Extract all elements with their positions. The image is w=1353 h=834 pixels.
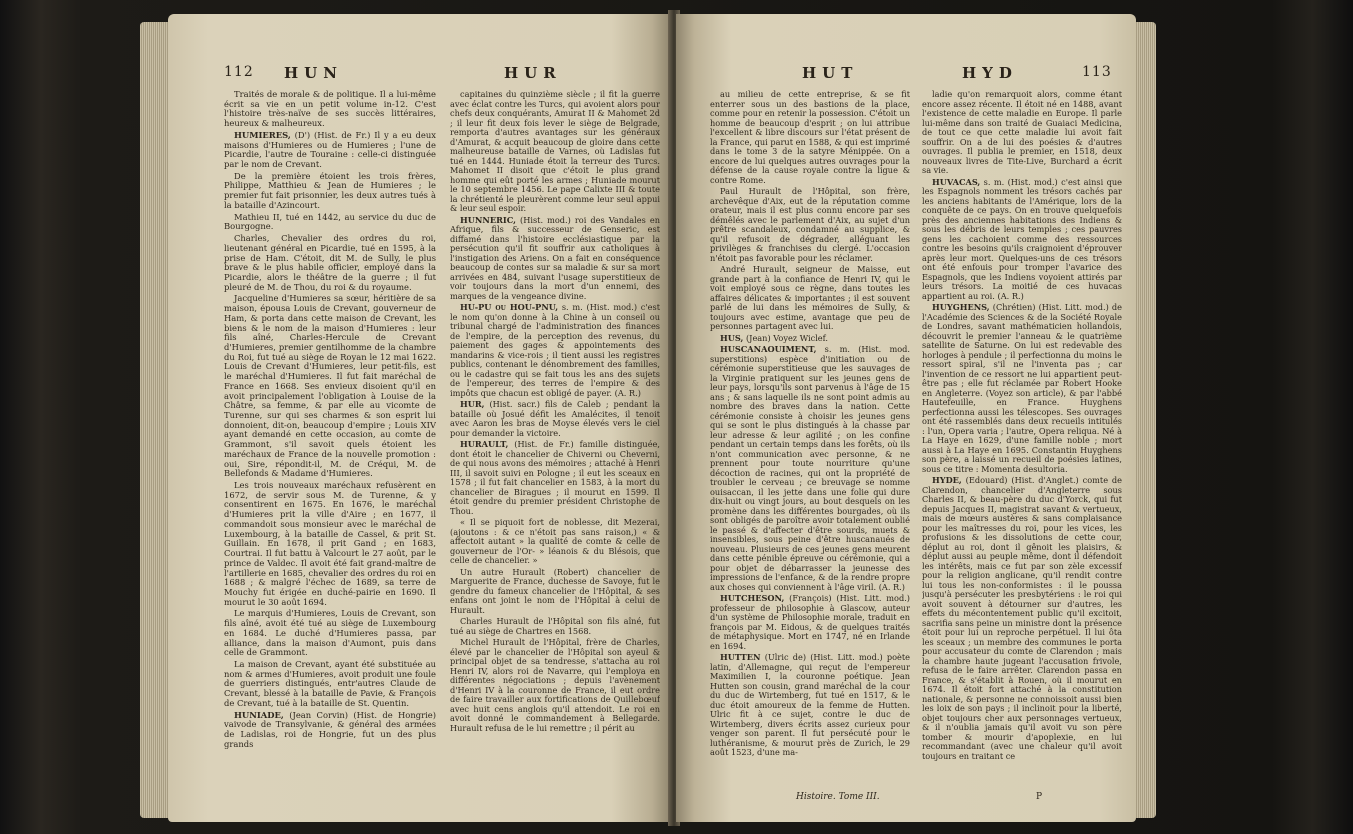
page-number: 112 [224, 64, 254, 80]
entry-headword: HU-PU ou HOU-PNU, [460, 302, 559, 312]
paragraph-text: Charles Hurault de l'Hôpital son fils aîné, fut tué au siège de Chartres en 1568. [450, 616, 660, 636]
paragraph [922, 476, 1122, 761]
paragraph [450, 518, 660, 566]
paragraph [710, 265, 910, 332]
paragraph [710, 594, 910, 651]
paragraph [224, 234, 436, 292]
volume-footer: Histoire. Tome III. [796, 792, 880, 802]
paragraph-text: s. m. (Hist. mod. superstitions) espèce d'initiation ou de cérémonie superstitieuse que les sauvages de la Virginie pratiquent sur les jeunes gens de leur pays, lorsqu'ils sont parvenus à l'âge de 15 ans ; & sans laquelle ils ne sont point admis au nombre des braves dans la nation. Cette cérémonie consiste à choisir les jeunes gens qui se sont le plus distingués à la chasse par leur adresse & leur agilité ; on les confine pendant un certain temps dans les forêts, où ils n'ont communication avec personne, & ne prennent pour toute nourriture qu'une décoction de racines, qui ont la propriété de troubler le cerveau ; ce breuvage se nomme ouisaccan, il les jette dans une folie qui dure dix-huit ou vingt jours, au bout desquels on les promène dans les différentes bourgades, où ils sont obligés de paroître avoir totalement oublié le passé & d'affecter d'être sourds, muets & insensibles, sous peine d'être huscanaués de nouveau. Plusieurs de ces jeunes gens meurent dans cette pénible épreuve ou cérémonie, qui a pour objet de débarrasser la jeunesse des impressions de l'enfance, & de la rendre propre aux choses qui conviennent à l'âge viril. (A. R.) [710, 344, 910, 592]
running-head-right: HUR [504, 64, 562, 82]
paragraph [450, 303, 660, 398]
entry-headword: HUNIADE, [234, 709, 284, 720]
running-head-left: HUN [284, 64, 343, 82]
entry-headword: HUSCANAOUIMENT, [720, 344, 817, 354]
paragraph [710, 345, 910, 592]
paragraph-text: (Ulric de) (Hist. Litt. mod.) poète latin, d'Allemagne, qui reçut de l'empereur Maximilien I, la couronne poétique. Jean Hutten son cousin, grand maréchal de la cour du duc de Wirtemberg, fut tué en 1517, & le duc étoit amoureux de la femme de Hutten. Ulric fit à ce sujet, contre le duc de Wirtemberg, divers écrits assez curieux pour venger son parent. Il fut persécuté pour le luthéranisme, & mourut près de Zurich, le 29 août 1523, d'une ma- [710, 652, 910, 757]
paragraph [450, 90, 660, 214]
right-page-column-2 [922, 90, 1122, 763]
paragraph-text: Charles, Chevalier des ordres du roi, lieutenant général en Picardie, tué en 1595, à la prise de Ham. C'étoit, dit M. de Sully, le plus brave & le plus habile officier, employé dans la Picardie, alors le théâtre de la guerre ; il fut pleuré de M. de Thou, du roi & du royaume. [224, 233, 436, 292]
right-page-column-1 [710, 90, 910, 760]
paragraph-text: (François) (Hist. Litt. mod.) professeur de philosophie à Glascow, auteur d'un système de Philosophie morale, traduit en françois par M. Eidous, & de quelques traités de métaphysique. Mort en 1747, né en Irlande en 1694. [710, 593, 910, 651]
paragraph-text: Le marquis d'Humieres, Louis de Crevant, son fils aîné, avoit été tué au siège de Luxembourg en 1684. Le duché d'Humieres passa, par alliance, dans la maison d'Aumont, puis dans celle de Grammont. [224, 608, 436, 658]
paragraph [710, 187, 910, 263]
entry-headword: HUTCHESON, [720, 593, 785, 603]
paragraph-text: André Hurault, seigneur de Maisse, eut grande part à la confiance de Henri IV, qui le voit employé sous ce règne, dans toutes les affaires délicates & importantes ; il est souvent parlé de lui dans les mémoires de Sully, & toujours avec estime, avantage que peu de personnes partagent avec lui. [710, 264, 910, 331]
paragraph-text: (Jean Corvin) (Hist. de Hongrie) vaivode de Transylvanie, & général des armées de Ladislas, roi de Hongrie, fut un des plus grands [224, 709, 436, 749]
paragraph [450, 638, 660, 733]
entry-headword: HUTTEN [720, 652, 761, 662]
left-page-header [224, 64, 644, 86]
paragraph-text: « Il se piquoit fort de noblesse, dit Mezerai, (ajoutons : & ce n'étoit pas sans raison,) « & affectoit autant » la qualité de comte & celle de gouverneur de l'Or- » léanois & du Blésois, que celle de chancelier. » [450, 517, 660, 565]
paragraph [450, 216, 660, 302]
right-page-header [712, 64, 1112, 86]
paragraph [224, 294, 436, 479]
paragraph [710, 334, 910, 344]
paragraph [450, 400, 660, 438]
left-page-column-2 [450, 90, 660, 735]
paragraph [224, 213, 436, 232]
paragraph-text: (Hist. sacr.) fils de Caleb ; pendant la bataille où Josué défit les Amalécites, il tenoit avec Aaron les bras de Moyse élevés vers le ciel pour demander la victoire. [450, 399, 660, 438]
paragraph-text: Jacqueline d'Humieres sa sœur, héritière de sa maison, épousa Louis de Crevant, gouverneur de Ham, & porta dans cette maison de Crevant, les biens & le nom de la maison d'Humieres : leur fils aîné, Charles-Hercule de Crevant d'Humieres, premier gentilhomme de la chambre du Roi, fut tué au siège de Royan le 12 mai 1622. Louis de Crevant d'Humieres, leur petit-fils, est le maréchal d'Humieres. Il fut fait maréchal de France en 1668. Ses envieux disoient qu'il en avoit principalement l'obligation à Louise de la Châtre, sa femme, & par elle au vicomte de Turenne, sur qui ses charmes & son esprit lui donnoient, dit-on, beaucoup d'empire ; Louis XIV ayant demandé en cette occasion, au comte de Grammont, s'il savoit quels étoient les maréchaux de France de la nouvelle promotion : oui, Sire, répondit-il, M. de Créqui, M. de Bellefonds & Madame d'Humieres. [224, 293, 436, 479]
entry-headword: HUR, [460, 399, 485, 409]
paragraph-text: au milieu de cette entreprise, & se fit enterrer sous un des bastions de la place, comme pour en retenir la possession. C'étoit un homme de beaucoup d'esprit ; on lui attribue l'excellent & libre discours sur l'état présent de la France, qui parut en 1588, & qui est imprimé dans le tome 3 de la satyre Ménippée. On a encore de lui quelques autres ouvrages pour la défense de la cause royale contre la ligue & contre Rome. [710, 90, 910, 185]
paragraph [224, 609, 436, 658]
paragraph-text: Les trois nouveaux maréchaux refusèrent en 1672, de servir sous M. de Turenne, & y consentirent en 1675. En 1676, le maréchal d'Humieres prit la ville d'Aire ; en 1677, il commandoit sous monsieur avec le maréchal de Luxembourg, à la bataille de Cassel, & prit St. Guillain. En 1678, il prit Gand ; en 1683, Courtrai. Il fut battu à Valcourt le 27 août, par le prince de Valdec. Il avoit été fait grand-maître de l'artillerie en 1685, chevalier des ordres du roi en 1688 ; & malgré l'échec de 1689, sa terre de Mouchy fut érigée en duché-pairie en 1690. Il mourut le 30 août 1694. [224, 480, 436, 607]
signature-mark: P [1036, 792, 1043, 802]
paragraph-text: capitaines du quinzième siècle ; il fit la guerre avec éclat contre les Turcs, qui avoient alors pour chefs deux conquérants, Amurat II & Mahomet 2d ; il leur fit deux fois lever le siège de Belgrade, remporta d'autres avantages sur les généraux d'Amurat, & acquit beaucoup de gloire dans cette malheureuse bataille de Varnes, où Ladislas fut tué en 1444. Huniade étoit la terreur des Turcs. Mahomet II disoit que c'étoit le plus grand homme qui eût porté les armes ; Huniade mourut le 10 septembre 1456. Le pape Calixte III & toute la chrétienté le pleurèrent comme leur seul appui & leur seul espoir. [450, 90, 660, 213]
entry-headword: HUMIERES, [234, 129, 291, 140]
running-head-right: HYD [962, 64, 1018, 82]
page-edges-left [140, 22, 170, 818]
paragraph-text: (Hist. mod.) roi des Vandales en Afrique, fils & successeur de Genseric, est diffamé dans l'histoire ecclésiastique par la persécution qu'il fit souffrir aux catholiques à l'instigation des Ariens. On a fait en conséquence beaucoup de contes sur sa maladie & sur sa mort arrivées en 484, suivant l'usage superstitieux de voir toujours dans la mort d'un ennemi, des marques de la vengeance divine. [450, 214, 660, 301]
entry-headword: HYDE, [932, 475, 962, 485]
entry-headword: HUYGHENS, [932, 302, 990, 312]
paragraph-text: De la première étoient les trois frères, Philippe, Matthieu & Jean de Humieres ; le premier fut fait prisonnier, les deux autres tués à la bataille d'Azincourt. [224, 170, 436, 210]
paragraph-text: Traités de morale & de politique. Il a lui-même écrit sa vie en un petit volume in-12. C'est l'histoire très-naïve de ses succès littéraires, heureux & malheureux. [224, 90, 436, 129]
paragraph [224, 131, 436, 170]
paragraph-text: (Chrétien) (Hist. Litt. mod.) de l'Académie des Sciences & de la Société Royale de Londres, savant mathématicien hollandois, découvrit le premier l'anneau & le quatrième satellite de Saturne. On lui est redevable des horloges à pendule ; il perfectionna du moins le ressort spiral, s'il ne l'inventa pas ; car l'invention de ce ressort ne lui appartient peut-être pas ; elle fut réclamée par Robert Hooke en Angleterre. (Voyez son article), & par l'abbé Hautefeuille, en France. Huyghens perfectionna aussi les télescopes. Ses ouvrages ont été rassemblés dans deux recueils intitulés : l'un, Opera varia ; l'autre, Opera reliqua. Né à La Haye en 1629, d'une famille noble ; mort aussi à La Haye en 1695. Constantin Huyghens son père, a laissé un recueil de poésies latines, sous ce titre : Momenta desultoria. [922, 302, 1122, 474]
paragraph [922, 178, 1122, 302]
paragraph [224, 90, 436, 129]
page-edges-right [1134, 22, 1156, 818]
paragraph [710, 90, 910, 185]
paragraph-text: (Hist. de Fr.) famille distinguée, dont étoit le chancelier de Chiverni ou Cheverni, de qui nous avons des mémoires ; attaché à Henri III, il savoit suivi en Pologne ; il eut les sceaux en 1578 ; il fut fait chancelier en 1583, à la mort du chancelier de Biragues ; il mourut en 1599. Il étoit gendre du premier président Christophe de Thou. [450, 439, 660, 516]
paragraph [922, 90, 1122, 176]
left-page [168, 14, 672, 822]
left-page-column-1 [224, 90, 436, 751]
paragraph-text: ladie qu'on remarquoit alors, comme étant encore assez récente. Il étoit né en 1488, avant l'existence de cette maladie en Europe. Il parle lui-même dans son traité de Guaiaci Medicina, de tout ce que cette maladie lui avoit fait souffrir. On a de lui des poésies & d'autres ouvrages. Il publia le premier, en 1518, deux nouveaux livres de Tite-Live, Burchard a écrit sa vie. [922, 90, 1122, 175]
paragraph [224, 481, 436, 607]
paragraph-text: Paul Hurault de l'Hôpital, son frère, archevêque d'Aix, eut de la réputation comme orateur, mais il est plus connu encore par ses démêlés avec le parlement d'Aix, au sujet d'un prêtre scandaleux, condamné au supplice, & qu'il refusoit de dégrader, alléguant les privilèges & franchises du clergé. L'occasion n'étoit pas favorable pour les réclamer. [710, 186, 910, 263]
paragraph [710, 653, 910, 758]
paragraph [450, 568, 660, 616]
paragraph-text: La maison de Crevant, ayant été substituée au nom & armes d'Humieres, avoit produit une foule de guerriers distingués, entr'autres Claude de Crevant, blessé à la bataille de Pavie, & François de Crevant, tué à la bataille de St. Quentin. [224, 658, 436, 708]
entry-headword: HURAULT, [460, 439, 509, 449]
paragraph-text: (D') (Hist. de Fr.) Il y a eu deux maisons d'Humieres ou de Humieres ; l'une de Picardie, l'autre de Touraine : celle-ci distinguée par le nom de Crevant. [224, 129, 436, 170]
paragraph [224, 660, 436, 709]
paragraph-text: s. m. (Hist. mod.) c'est ainsi que les Espagnols nomment les trésors cachés par les anciens habitants de l'Amérique, lors de la conquête de ce pays. On en trouve quelquefois près des anciennes habitations des Indiens & sous les débris de leurs temples ; ces pauvres gens les cachoient comme des ressources contre les besoins qu'ils craignoient d'éprouver après leur mort. Quelques-uns de ces trésors ont été enfouis pour tromper l'avarice des Espagnols, que les Indiens voyoient attirés par leurs trésors. La moitié de ces huvacas appartient au roi. (A. R.) [922, 176, 1122, 301]
running-head-left: HUT [802, 64, 859, 82]
paragraph [922, 303, 1122, 474]
paragraph-text: Michel Hurault de l'Hôpital, frère de Charles, élevé par le chancelier de l'Hôpital son ayeul & principal objet de sa tendresse, s'attacha au roi Henri IV, alors roi de Navarre, qui l'employa en différentes négociations ; depuis l'avènement d'Henri IV à la couronne de France, il eut ordre de faire travailler aux fortifications de Quillebœuf avec huit cens anglois qu'il attendoit. Le roi en avoit donné le commandement à Bellegarde. Hurault refusa de le lui remettre ; il périt au [450, 637, 660, 733]
paragraph [450, 440, 660, 516]
paragraph [224, 711, 436, 750]
paragraph-text: s. m. (Hist. mod.) c'est le nom qu'on donne à la Chine à un conseil ou tribunal chargé de l'administration des finances de l'empire, de la perception des revenus, du paiement des gages & appointements des mandarins & vice-rois ; il tient aussi les registres publics, contenant le dénombrement des familles, ou le cadastre qui se fait tous les ans des sujets de l'empereur, des terres de l'empire & des impôts que chacun est obligé de payer. (A. R.) [450, 302, 660, 398]
entry-headword: HUNNERIC, [460, 214, 516, 225]
right-page [676, 14, 1136, 822]
paragraph [450, 617, 660, 636]
paragraph-text: Un autre Hurault (Robert) chancelier de Marguerite de France, duchesse de Savoye, fut le gendre du fameux chancelier de l'Hôpital, & ses enfans ont joint le nom de l'Hôpital à celui de Hurault. [450, 566, 660, 615]
paragraph-text: Mathieu II, tué en 1442, au service du duc de Bourgogne. [224, 211, 436, 232]
entry-headword: HUVACAS, [932, 176, 981, 187]
paragraph-text: (Edouard) (Hist. d'Anglet.) comte de Clarendon, chancelier d'Angleterre sous Charles II, & beau-père du duc d'Yorck, qui fut depuis Jacques II, magistrat savant & vertueux, mais de mœurs austères & sans complaisance pour les maîtresses du roi, pour les vices, les profusions & les dissolutions de cette cour, déplut au roi, dont il gênoit les plaisirs, & déplut aussi au peuple même, dont il défendoit les intérêts, mais ce fut par son zèle excessif pour la religion anglicane, qu'il rendit contre lui tous les non-conformistes : il le poussa jusqu'à persécuter les presbytériens : le roi qui avoit souvent à détourner sur d'autres, les effets du mécontentement public qu'il excitoit, sacrifia sans peine un ministre dont la présence étoit pour lui un reproche perpétuel. Il lui ôta les sceaux ; un membre des communes le porta pour accusateur du comte de Clarendon ; mais la chambre haute jugeant l'accusation frivole, refusa de le faire arrêter. Clarendon passa en France, & s'établit à Rouen, où il mourut en 1674. Il étoit fort attaché à la constitution nationale, & personne ne connoissoit aussi bien les loix de son pays ; il inclinoit pour la liberté, objet toujours cher aux personnages vertueux, & il n'oublia jamais qu'il avoit vu son père tomber & mourir d'apoplexie, en lui recommandant (avec une chaleur qu'il avoit toujours en traitant ce [922, 475, 1122, 761]
entry-headword: HUS, [720, 332, 744, 343]
paragraph-text: (Jean) Voyez Wiclef. [745, 332, 828, 343]
page-number: 113 [1082, 64, 1112, 80]
paragraph [224, 172, 436, 211]
